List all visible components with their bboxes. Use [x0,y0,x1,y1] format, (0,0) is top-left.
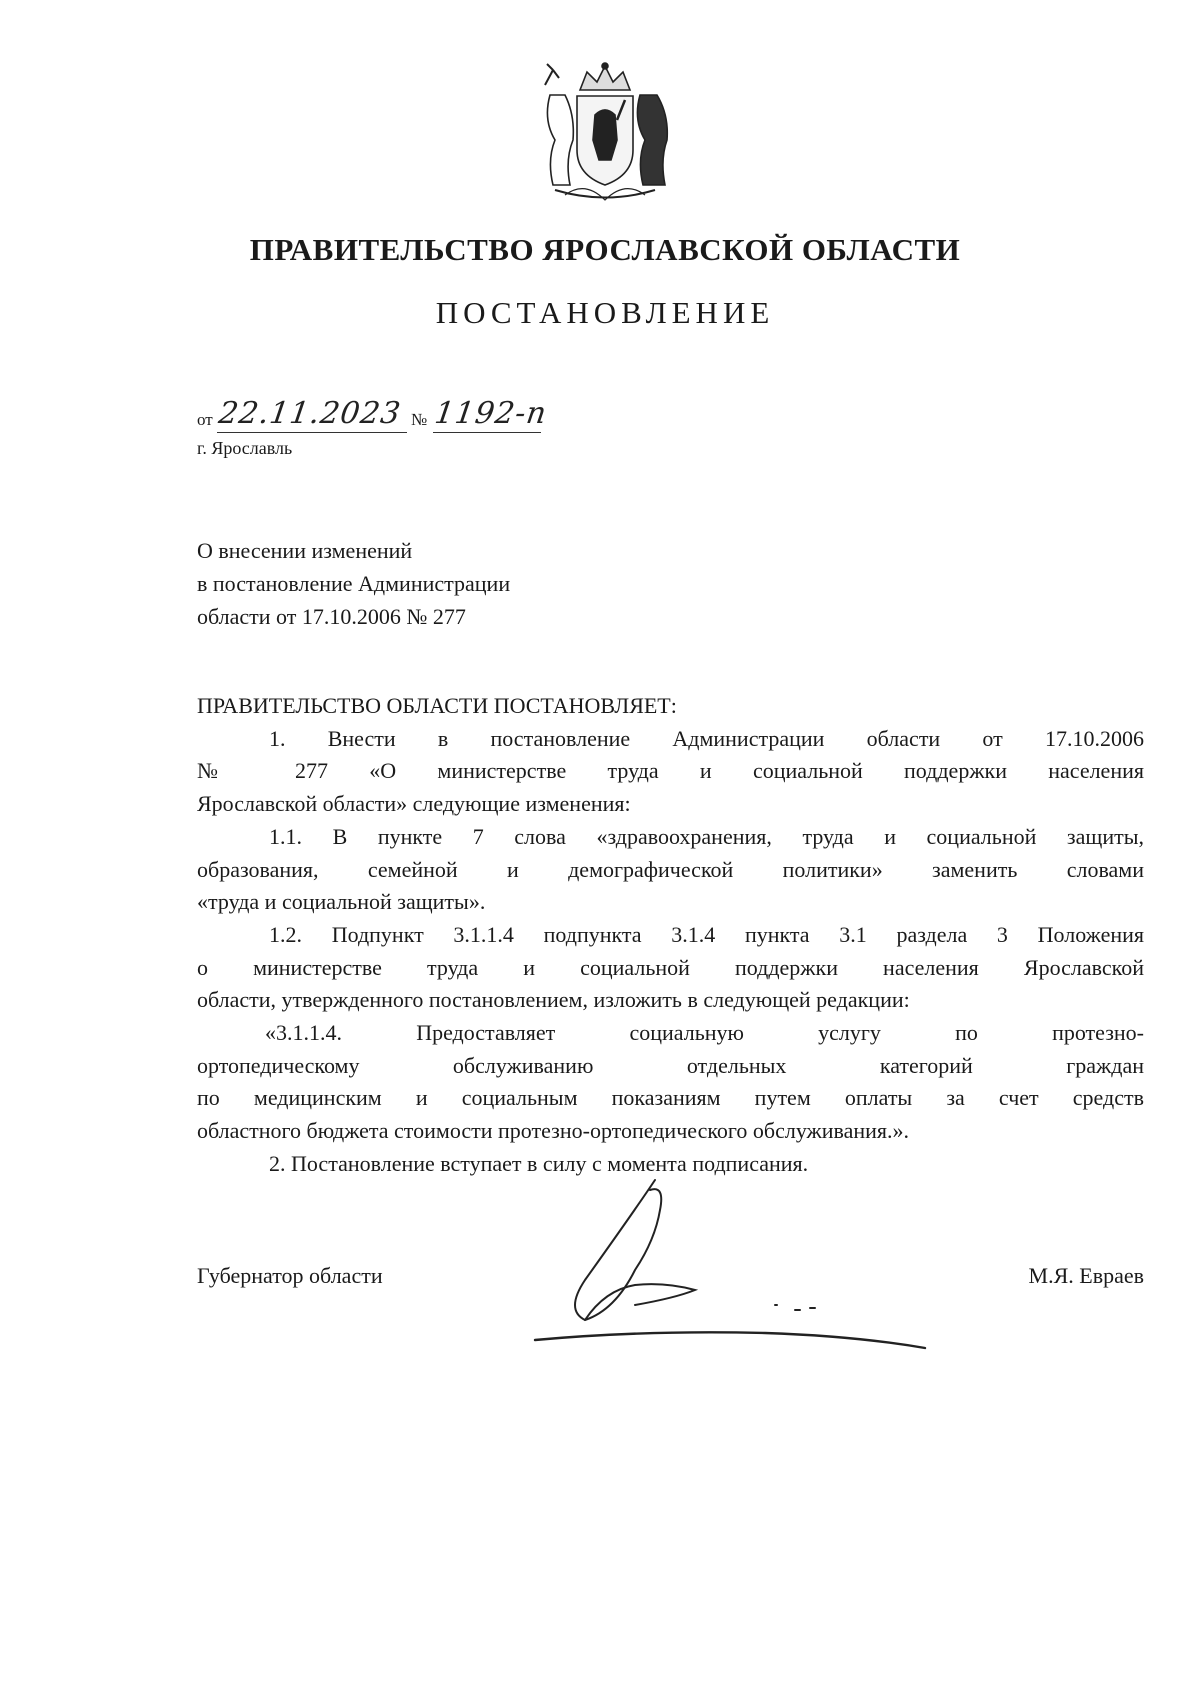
preamble: ПРАВИТЕЛЬСТВО ОБЛАСТИ ПОСТАНОВЛЯЕТ: [197,693,677,718]
body-line: 1.2. Подпункт 3.1.1.4 подпункта 3.1.4 пункта 3.1 раздела 3 Положения [269,921,1144,947]
body-line: № 277 «О министерстве труда и социальной поддержки населения [197,758,1144,784]
body-line: 1.1. В пункте 7 слова «здравоохранения, труда и социальной защиты, [269,823,1144,849]
body-line: областного бюджета стоимости протезно-ортопедического обслуживания.». [197,1118,910,1144]
document-date: 22.11.2023 [216,396,404,431]
body-line: образования, семейной и демографической политики» заменить словами [197,856,1144,882]
document-number: 1192-п [432,396,550,431]
body-line: по медицинским и социальным показаниям путем оплаты за счет средств [197,1085,1144,1111]
body-line: Ярославской области» следующие изменения: [197,791,631,817]
subject-line: О внесении изменений [197,538,413,563]
city-label: г. Ярославль [197,438,293,458]
body-line: «3.1.1.4. Предоставляет социальную услугу по протезно- [265,1020,1144,1046]
body-line: ортопедическому обслуживанию отдельных категорий граждан [197,1052,1144,1078]
document-type: ПОСТАНОВЛЕНИЕ [435,295,775,330]
number-prefix: № [411,410,428,429]
body-line: «труда и социальной защиты». [197,889,486,915]
organization-title: ПРАВИТЕЛЬСТВО ЯРОСЛАВСКОЙ ОБЛАСТИ [249,232,961,267]
signatory-name: М.Я. Евраев [1028,1263,1144,1288]
document-body [197,690,1144,1181]
coat-of-arms-emblem [525,60,685,210]
signatory-position: Губернатор области [197,1263,383,1288]
subject-line: области от 17.10.2006 № 277 [197,604,466,629]
date-number-line [197,396,597,436]
subject-line: в постановление Администрации [197,571,511,596]
number-underline [433,432,541,433]
body-line: о министерстве труда и социальной поддержки населения Ярославской [197,954,1144,980]
body-line: 1. Внести в постановление Администрации области от 17.10.2006 [269,725,1144,751]
date-prefix: от [197,410,213,429]
handwritten-signature [525,1170,945,1350]
date-underline [217,432,407,433]
document-subject [197,534,510,633]
signature-block [197,1263,1144,1303]
body-line: 2. Постановление вступает в силу с момента подписания. [269,1150,809,1176]
body-line: области, утвержденного постановлением, изложить в следующей редакции: [197,987,910,1013]
